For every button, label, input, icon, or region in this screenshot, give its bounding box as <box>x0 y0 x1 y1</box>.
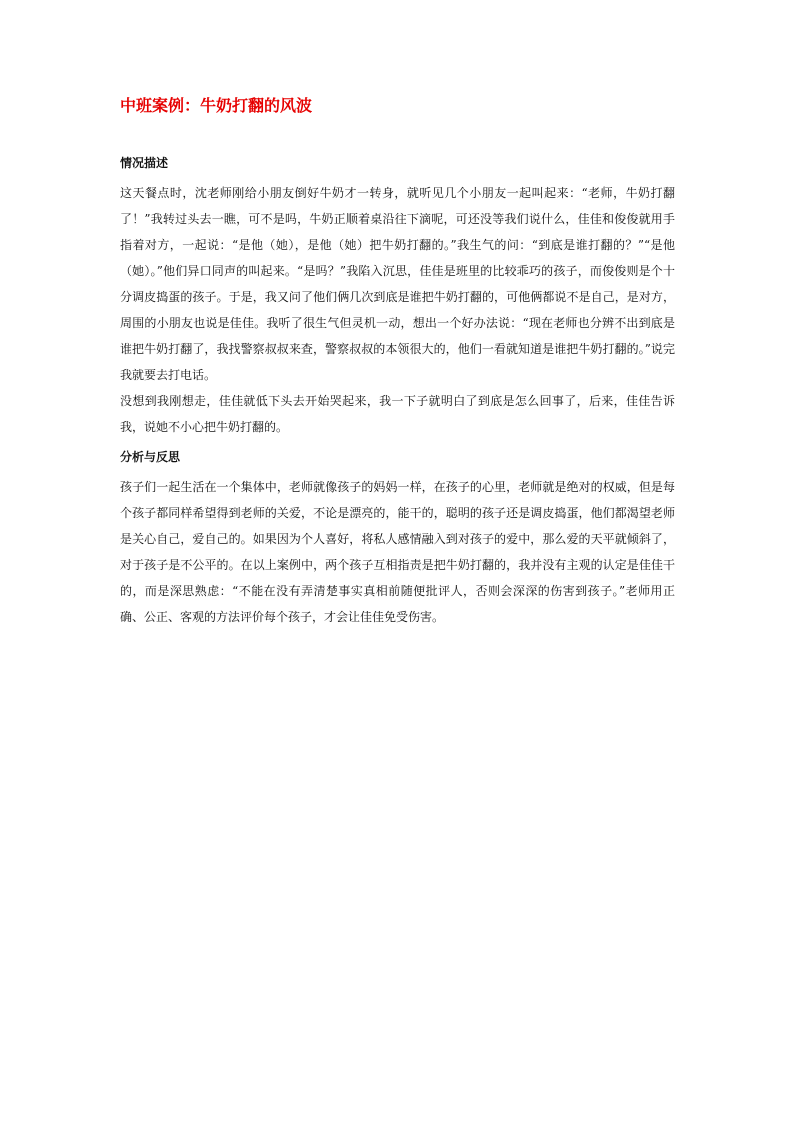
document-content <box>120 94 675 630</box>
situation-paragraph-1: 这天餐点时，沈老师刚给小朋友倒好牛奶才一转身，就听见几个小朋友一起叫起来：“老师，牛奶打翻了！”我转过头去一瞧，可不是吗，牛奶正顺着桌沿往下滴呢，可还没等我们说什么，佳佳和俊俊就用手指着对方，一起说：“是他（她），是他（她）把牛奶打翻的。”我生气的问：“到底是谁打翻的？”“是他（她）。”他们异口同声的叫起来。“是吗？”我陷入沉思，佳佳是班里的比较乖巧的孩子，而俊俊则是个十分调皮捣蛋的孩子。于是，我又问了他们俩几次到底是谁把牛奶打翻的，可他俩都说不是自己，是对方，周围的小朋友也说是佳佳。我听了很生气但灵机一动，想出一个好办法说：“现在老师也分辨不出到底是谁把牛奶打翻了，我找警察叔叔来查，警察叔叔的本领很大的，他们一看就知道是谁把牛奶打翻的。”说完我就要去打电话。 <box>120 186 675 382</box>
situation-paragraph-2: 没想到我刚想走，佳佳就低下头去开始哭起来，我一下子就明白了到底是怎么回事了，后来，佳佳告诉我，说她不小心把牛奶打翻的。 <box>120 394 675 434</box>
analysis-paragraph-1: 孩子们一起生活在一个集体中，老师就像孩子的妈妈一样，在孩子的心里，老师就是绝对的权威，但是每个孩子都同样希望得到老师的关爱，不论是漂亮的，能干的，聪明的孩子还是调皮捣蛋，他们都渴望老师是关心自己，爱自己的。如果因为个人喜好，将私人感情融入到对孩子的爱中，那么爱的天平就倾斜了，对于孩子是不公平的。在以上案例中，两个孩子互相指责是把牛奶打翻的，我并没有主观的认定是佳佳干的，而是深思熟虑：“不能在没有弄清楚事实真相前随便批评人，否则会深深的伤害到孩子。”老师用正确、公正、客观的方法评价每个孩子，才会让佳佳免受伤害。 <box>120 480 675 624</box>
section-heading-situation: 情况描述 <box>120 156 169 170</box>
document-title: 中班案例：牛奶打翻的风波 <box>120 96 313 115</box>
section-heading-analysis: 分析与反思 <box>120 450 181 464</box>
